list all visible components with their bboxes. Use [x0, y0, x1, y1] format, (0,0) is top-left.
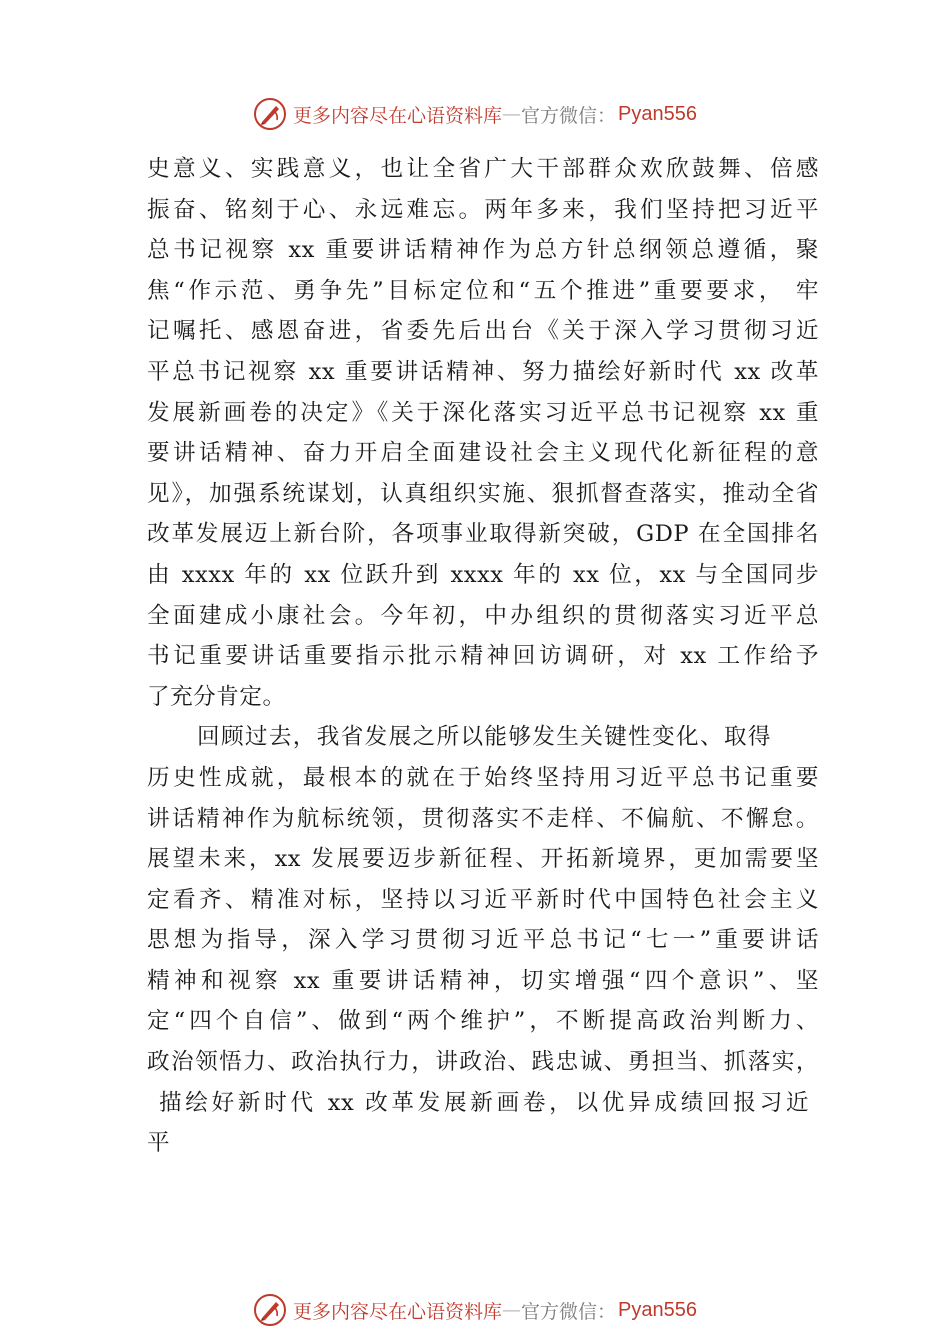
- footer-banner-text: 更多内容尽在心语资料库: [293, 1300, 503, 1323]
- text-line: 焦“作示范、勇争先”目标定位和“五个推进”重要要求， 牢: [147, 277, 819, 304]
- header-banner-text: 更多内容尽在心语资料库: [293, 104, 503, 127]
- text-line: 政治领悟力、政治执行力，讲政治、践忠诚、勇担当、抓落实，: [147, 1049, 819, 1076]
- text-line: 记嘱托、感恩奋进，省委先后出台《关于深入学习贯彻习近: [147, 318, 819, 345]
- text-line: 思想为指导，深入学习贯彻习近平总书记“七一”重要讲话: [147, 927, 819, 954]
- footer-wechat-label: 官方微信：: [521, 1300, 617, 1323]
- text-line: 定看齐、精准对标，坚持以习近平新时代中国特色社会主义: [147, 886, 819, 913]
- text-line: 振奋、铭刻于心、永远难忘。两年多来，我们坚持把习近平: [147, 196, 819, 223]
- footer-wechat-id: Pyan556: [618, 1298, 697, 1321]
- footer-banner: [0, 1290, 950, 1330]
- text-line: 书记重要讲话重要指示批示精神回访调研，对 xx 工作给予: [147, 643, 819, 670]
- text-line: 精神和视察 xx 重要讲话精神，切实增强“四个意识”、坚: [147, 967, 819, 994]
- text-line: 描绘好新时代 xx 改革发展新画卷，以优异成绩回报习近: [159, 1089, 809, 1116]
- text-line: 平: [147, 1130, 171, 1157]
- header-wechat-label: 官方微信：: [521, 104, 617, 127]
- text-line: 由 xxxx 年的 xx 位跃升到 xxxx 年的 xx 位，xx 与全国同步: [147, 561, 819, 588]
- text-line: 讲话精神作为航标统领，贯彻落实不走样、不偏航、不懈怠。: [147, 805, 819, 832]
- text-line: 改革发展迈上新台阶，各项事业取得新突破，GDP 在全国排名: [147, 521, 819, 548]
- text-line: 全面建成小康社会。今年初，中办组织的贯彻落实习近平总: [147, 602, 819, 629]
- text-line: 展望未来，xx 发展要迈步新征程、开拓新境界，更加需要坚: [147, 846, 819, 873]
- text-line: 定“四个自信”、做到“两个维护”，不断提高政治判断力、: [147, 1008, 819, 1035]
- text-line: 平总书记视察 xx 重要讲话精神、努力描绘好新时代 xx 改革: [147, 358, 819, 385]
- pen-logo-icon: [253, 97, 287, 131]
- pen-logo-icon: [253, 1293, 287, 1327]
- text-line: 发展新画卷的决定》《关于深化落实习近平总书记视察 xx 重: [147, 399, 819, 426]
- text-line: 了充分肯定。: [147, 683, 286, 710]
- text-line: 要讲话精神、奋力开启全面建设社会主义现代化新征程的意: [147, 440, 819, 467]
- document-body: [147, 149, 819, 1164]
- text-line: 史意义、实践意义，也让全省广大干部群众欢欣鼓舞、倍感: [147, 156, 819, 182]
- header-banner-dash: —: [502, 103, 522, 125]
- text-line: 总书记视察 xx 重要讲话精神作为总方针总纲领总遵循，聚: [147, 237, 819, 264]
- paragraph-first-line: 回顾过去，我省发展之所以能够发生关键性变化、取得: [197, 724, 771, 751]
- header-banner: [0, 94, 950, 134]
- footer-banner-dash: —: [502, 1299, 522, 1321]
- text-line: 历史性成就，最根本的就在于始终坚持用习近平总书记重要: [147, 764, 819, 791]
- header-wechat-id: Pyan556: [618, 102, 697, 125]
- text-line: 见》，加强系统谋划，认真组织实施、狠抓督查落实，推动全省: [147, 480, 819, 507]
